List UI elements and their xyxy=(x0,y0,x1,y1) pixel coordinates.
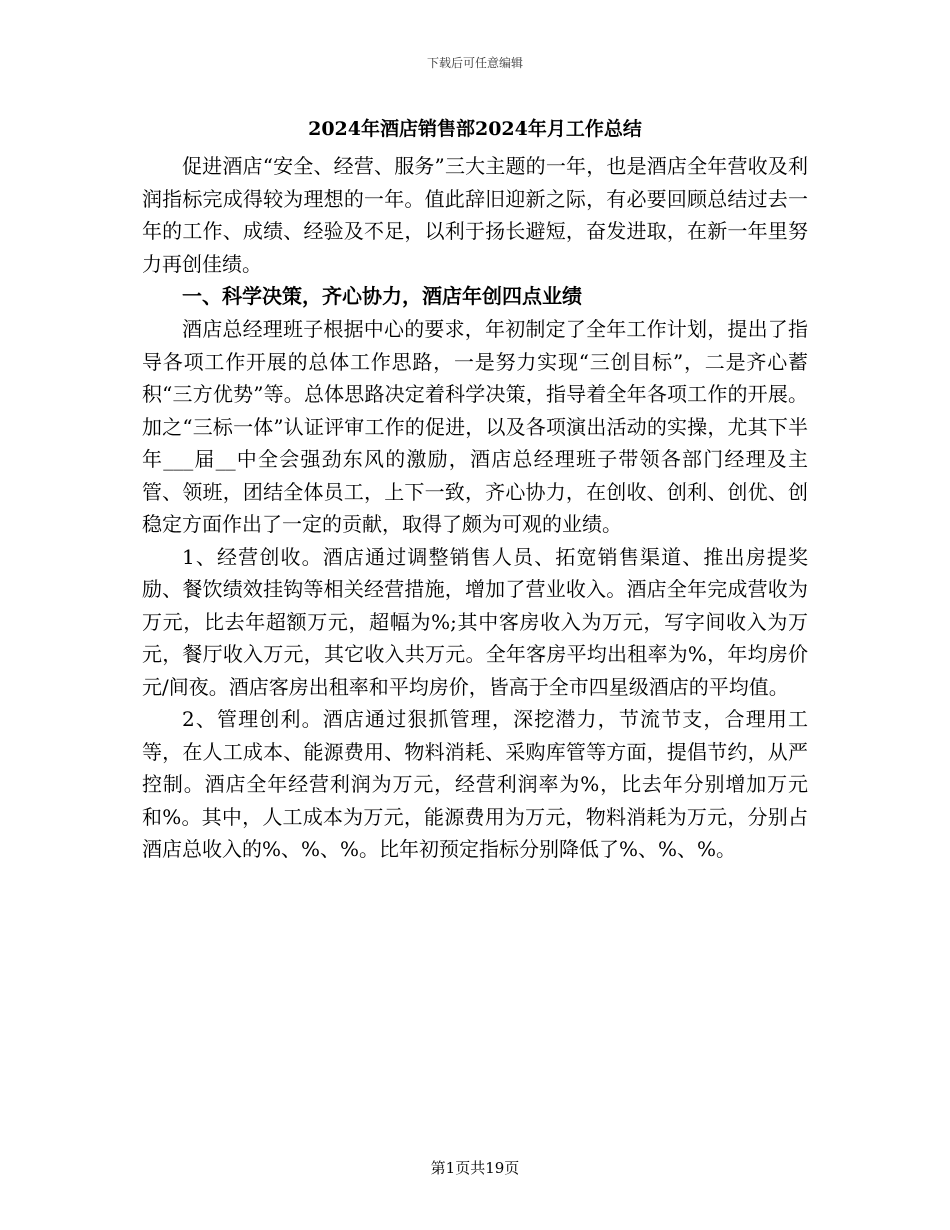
paragraph-revenue: 1、经营创收。酒店通过调整销售人员、拓宽销售渠道、推出房提奖励、餐饮绩效挂钩等相关经营措施，增加了营业收入。酒店全年完成营收为万元，比去年超额万元，超幅为%;其中客房收入为万元，写字间收入为万元，餐厅收入万元，其它收入共万元。全年客房平均出租率为%，年均房价元/间夜。酒店客房出租率和平均房价，皆高于全市四星级酒店的平均值。 xyxy=(142,544,808,699)
document-title: 2024年酒店销售部2024年月工作总结 xyxy=(308,118,642,140)
header-note: 下载后可任意编辑 xyxy=(426,56,523,70)
paragraph-profit: 2、管理创利。酒店通过狠抓管理，深挖潜力，节流节支，合理用工等，在人工成本、能源费用、物料消耗、采购库管等方面，提倡节约，从严控制。酒店全年经营利润为万元，经营利润率为%，比去年分别增加万元和%。其中，人工成本为万元，能源费用为万元，物料消耗为万元，分别占酒店总收入的%、%、%。比年初预定指标分别降低了%、%、%。 xyxy=(142,707,808,861)
section-heading: 一、科学决策，齐心协力，酒店年创四点业绩 xyxy=(182,284,582,308)
paragraph-plan: 酒店总经理班子根据中心的要求，年初制定了全年工作计划，提出了指导各项工作开展的总体工作思路，一是努力实现“三创目标”，二是齐心蓄积“三方优势”等。总体思路决定着科学决策，指导着全年各项工作的开展。加之“三标一体”认证评审工作的促进，以及各项演出活动的实操，尤其下半年___届__中全会强劲东风的激励，酒店总经理班子带领各部门经理及主管、领班，团结全体员工，上下一致，齐心协力，在创收、创利、创优、创稳定方面作出了一定的贡献，取得了颇为可观的业绩。 xyxy=(142,317,808,536)
document-body xyxy=(142,112,808,866)
paragraph-intro: 促进酒店“安全、经营、服务”三大主题的一年，也是酒店全年营收及利润指标完成得较为理想的一年。值此辞旧迎新之际，有必要回顾总结过去一年的工作、成绩、经验及不足，以利于扬长避短，奋发进取，在新一年里努力再创佳绩。 xyxy=(142,154,808,276)
page-footer: 第1页共19页 xyxy=(430,1159,520,1177)
